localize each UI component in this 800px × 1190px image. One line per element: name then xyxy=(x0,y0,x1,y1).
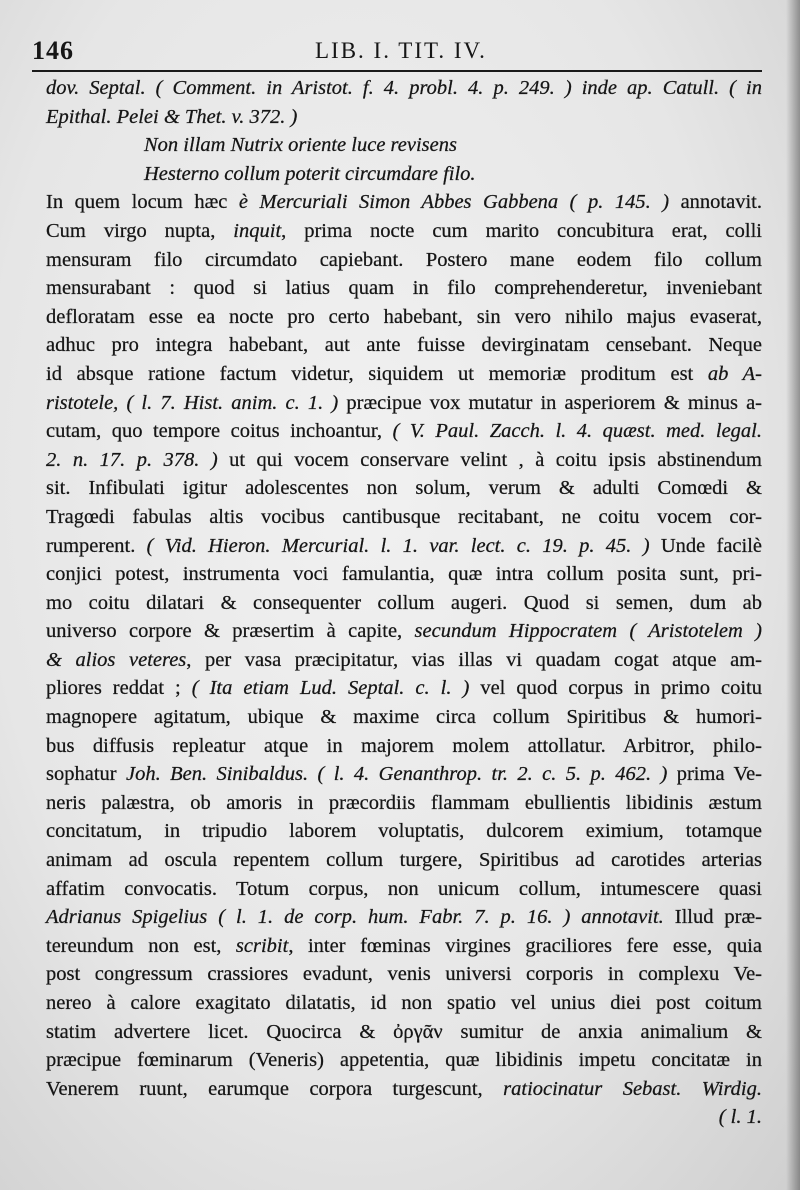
text-line xyxy=(46,1018,762,1047)
body-text xyxy=(46,74,762,1132)
text-line xyxy=(46,303,762,332)
text-line xyxy=(46,274,762,303)
text-segment: vel quod corpus in primo coitu xyxy=(469,677,762,700)
italic-segment: ( Vid. Hieron. Mercurial. l. 1. var. lect. c. 19. p. 45. ) xyxy=(146,534,650,557)
text-line xyxy=(46,646,762,675)
text-segment: sit. Infibulati igitur adolescentes non solum, verum & adulti Comœdi & xyxy=(46,477,762,500)
text-segment: adhuc pro integra habebant, aut ante fuisse devirginatam censebant. Neque xyxy=(46,334,762,357)
running-head: LIB. I. TIT. IV. xyxy=(315,38,487,63)
page-edge-shadow xyxy=(786,0,800,1190)
text-segment: sophatur xyxy=(46,763,126,786)
text-line xyxy=(46,446,762,475)
italic-segment: ab A- xyxy=(707,362,762,385)
text-segment: cutam, quo tempore coitus inchoantur, xyxy=(46,420,393,443)
header-rule xyxy=(32,70,762,72)
text-line xyxy=(46,817,762,846)
text-line xyxy=(46,360,762,389)
text-segment: concitatum, in tripudio laborem voluptatis, dulcorem eximium, totamque xyxy=(46,820,762,843)
italic-segment: Adrianus Spigelius ( l. 1. de corp. hum. Fabr. 7. p. 16. ) annotavit. xyxy=(46,906,664,929)
italic-segment: Non illam Nutrix oriente luce revisens xyxy=(144,134,457,157)
text-line xyxy=(46,932,762,961)
text-line xyxy=(46,875,762,904)
text-line xyxy=(46,846,762,875)
text-segment: In quem locum hæc xyxy=(46,191,239,214)
text-line xyxy=(46,989,762,1018)
italic-segment: scribit xyxy=(235,934,289,957)
italic-segment: dov. Septal. ( Comment. in Aristot. f. 4. probl. 4. p. 249. ) inde ap. Catull. ( in xyxy=(46,77,762,99)
text-segment: universo corpore & præsertim à capite, xyxy=(46,620,415,643)
text-segment: Cum virgo nupta, xyxy=(46,219,234,242)
text-segment: Unde facilè xyxy=(649,534,763,557)
text-line xyxy=(46,703,762,732)
text-line xyxy=(46,74,762,103)
text-line xyxy=(46,1046,762,1075)
italic-segment: Epithal. Pelei & Thet. v. 372. ) xyxy=(46,105,298,128)
text-segment: prima Ve- xyxy=(667,763,763,786)
text-line xyxy=(46,589,762,618)
text-segment: nereo à calore exagitato dilatatis, id non spatio vel unius diei post coitum xyxy=(46,992,762,1014)
text-segment: , prima nocte cum marito concubitura erat, colli xyxy=(281,219,762,242)
text-line xyxy=(46,674,762,703)
italic-segment: 2. n. 17. p. 378. ) xyxy=(46,448,218,471)
text-line xyxy=(46,188,762,217)
text-line xyxy=(46,331,762,360)
text-segment: tereundum non est, xyxy=(46,934,236,957)
text-line xyxy=(46,960,762,989)
text-segment: ut qui vocem conservare velint , à coitu ipsis abstinendum xyxy=(217,448,763,471)
text-segment: magnopere agitatum, ubique & maxime circa collum Spiritibus & humori- xyxy=(46,706,762,729)
text-line xyxy=(46,1103,762,1132)
page-header xyxy=(32,36,792,70)
text-segment: præcipue vox mutatur in asperiorem & minus a- xyxy=(338,391,762,414)
italic-segment: ratiocinatur Sebast. Wirdig. xyxy=(503,1077,762,1100)
text-line xyxy=(46,1075,762,1104)
text-line xyxy=(46,732,762,761)
page-number: 146 xyxy=(32,36,74,65)
text-segment: annotavit. xyxy=(669,191,762,214)
text-segment: Tragœdi fabulas altis vocibus cantibusque recitabant, ne coitu vocem cor- xyxy=(46,505,762,528)
text-line xyxy=(46,903,762,932)
text-line xyxy=(46,103,762,132)
text-segment: mo coitu dilatari & consequenter collum augeri. Quod si semen, dum ab xyxy=(46,591,762,614)
text-segment: , per vasa præcipitatur, vias illas vi quadam cogat atque am- xyxy=(186,648,762,671)
italic-segment: Hesterno collum poterit circumdare filo. xyxy=(144,162,476,185)
italic-segment: ( Ita etiam Lud. Septal. c. l. ) xyxy=(191,677,470,700)
text-segment: mensuram filo circumdato capiebant. Postero mane eodem filo collum xyxy=(46,248,762,271)
text-line xyxy=(46,160,762,189)
text-line xyxy=(46,532,762,561)
text-segment: præcipue fœminarum (Veneris) appetentia, quæ libidinis impetu concitatæ in xyxy=(46,1049,762,1072)
text-segment: bus diffusis repleatur atque in majorem molem attollatur. Arbitror, philo- xyxy=(46,734,762,757)
italic-segment: è Mercuriali Simon Abbes Gabbena ( p. 145. ) xyxy=(238,191,670,214)
text-segment: defloratam esse ea nocte pro certo habebant, sin vero nihilo majus evaserat, xyxy=(46,305,762,328)
italic-segment: ( V. Paul. Zacch. l. 4. quæst. med. legal. xyxy=(392,420,762,443)
text-line xyxy=(46,760,762,789)
italic-segment: ristotele, ( l. 7. Hist. anim. c. 1. ) xyxy=(46,391,339,414)
italic-segment: inquit xyxy=(233,219,282,242)
text-segment: conjici potest, instrumenta voci famulantia, quæ intra collum posita sunt, pri- xyxy=(46,563,762,586)
italic-segment: ( l. 1. xyxy=(718,1106,762,1129)
text-line xyxy=(46,474,762,503)
text-line xyxy=(46,131,762,160)
text-line xyxy=(46,389,762,418)
text-segment: post congressum crassiores evadunt, venis universi corporis in complexu Ve- xyxy=(46,963,762,986)
italic-segment: Joh. Ben. Sinibaldus. ( l. 4. Genanthrop. tr. 2. c. 5. p. 462. ) xyxy=(125,763,668,786)
italic-segment: & alios veteres xyxy=(46,648,187,671)
text-segment: Venerem ruunt, earumque corpora turgescunt, xyxy=(46,1077,504,1100)
text-segment: animam ad oscula repentem collum turgere, Spiritibus ad carotides arterias xyxy=(46,849,762,872)
text-segment: rumperent. xyxy=(46,534,147,557)
italic-segment: secundum Hippocratem ( Aristotelem ) xyxy=(414,620,762,643)
text-line xyxy=(46,417,762,446)
text-line xyxy=(46,789,762,818)
text-line xyxy=(46,246,762,275)
text-line xyxy=(46,503,762,532)
text-segment: mensurabant : quod si latius quam in filo comprehenderetur, inveniebant xyxy=(46,277,762,300)
text-segment: neris palæstra, ob amoris in præcordiis flammam ebullientis libidinis æstum xyxy=(46,791,762,814)
text-segment: id absque ratione factum videtur, siquidem ut memoriæ proditum est xyxy=(46,362,708,385)
text-segment: pliores reddat ; xyxy=(46,677,192,700)
text-line xyxy=(46,617,762,646)
text-line xyxy=(46,560,762,589)
text-segment: Illud præ- xyxy=(663,906,762,929)
text-segment: statim advertere licet. Quocirca & ὀργᾶν sumitur de anxia animalium & xyxy=(46,1020,762,1043)
text-segment: , inter fœminas virgines graciliores fere esse, quia xyxy=(288,934,762,957)
text-line xyxy=(46,217,762,246)
text-segment: affatim convocatis. Totum corpus, non unicum collum, intumescere quasi xyxy=(46,877,762,900)
